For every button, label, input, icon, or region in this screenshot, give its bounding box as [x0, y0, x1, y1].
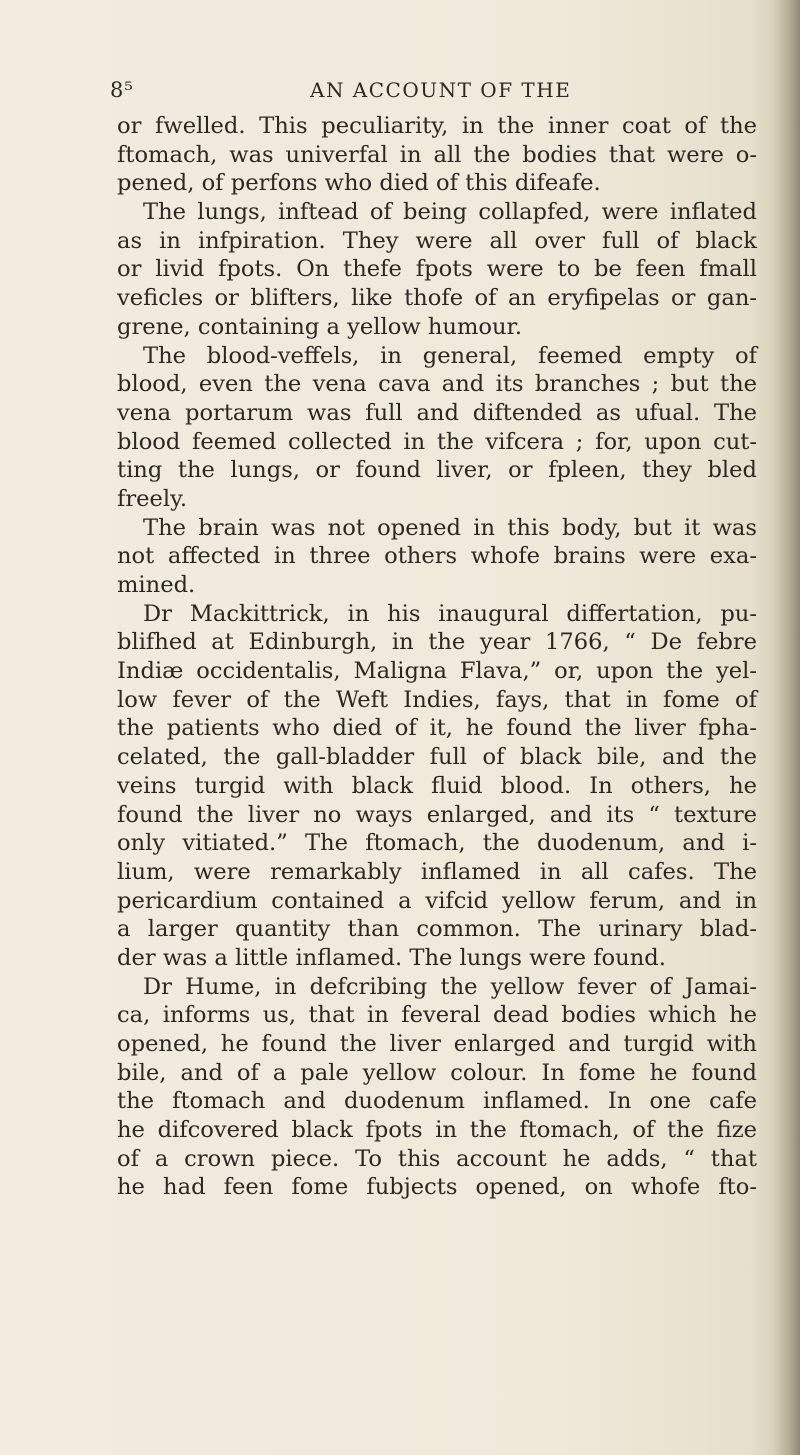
body-text: [117, 112, 757, 1202]
text-line: The blood-veffels, in general, feemed empty of: [143, 342, 757, 369]
text-line: blood feemed collected in the vifcera ; for, upon cut-: [117, 428, 757, 455]
text-line: of a crown piece. To this account he adds, “ that: [117, 1145, 757, 1172]
text-line: opened, he found the liver enlarged and turgid with: [117, 1031, 757, 1057]
text-line: the ftomach and duodenum inflamed. In one cafe: [117, 1088, 757, 1115]
text-line: The brain was not opened in this body, but it was: [143, 514, 757, 541]
text-line: pericardium contained a vifcid yellow ferum, and in: [117, 887, 757, 914]
text-line: as in infpiration. They were all over full of black: [117, 227, 757, 254]
text-line: only vitiated.” The ftomach, the duodenum, and i-: [117, 830, 757, 857]
text-line: blood, even the vena cava and its branches ; but the: [117, 371, 757, 398]
page-number: 8⁵: [110, 78, 134, 102]
text-line: freely.: [117, 485, 188, 512]
text-line: found the liver no ways enlarged, and its “ texture: [117, 801, 757, 828]
text-line: or livid fpots. On thefe fpots were to be feen fmall: [117, 256, 757, 283]
text-line: he difcovered black fpots in the ftomach, of the fize: [117, 1117, 757, 1144]
text-line: ca, informs us, that in feveral dead bodies which he: [117, 1002, 757, 1029]
running-head: [110, 78, 750, 108]
text-line: veins turgid with black fluid blood. In others, he: [117, 772, 757, 799]
text-line: or fwelled. This peculiarity, in the inner coat of the: [117, 113, 757, 139]
text-line: Dr Mackittrick, in his inaugural differtation, pu-: [143, 600, 757, 627]
text-line: The lungs, inftead of being collapfed, were inflated: [143, 199, 757, 226]
text-line: blifhed at Edinburgh, in the year 1766, “ De febre: [117, 629, 757, 656]
text-line: pened, of perfons who died of this difeafe.: [117, 170, 601, 197]
text-line: not affected in three others whofe brains were exa-: [117, 543, 757, 570]
text-line: the patients who died of it, he found the liver fpha-: [117, 715, 757, 742]
text-line: ting the lungs, or found liver, or fpleen, they bled: [117, 457, 757, 484]
text-line: Dr Hume, in defcribing the yellow fever of Jamai-: [143, 973, 757, 1000]
text-line: Indiæ occidentalis, Maligna Flava,” or, upon the yel-: [117, 658, 757, 685]
text-line: a larger quantity than common. The urinary blad-: [117, 916, 757, 943]
text-line: low fever of the Weft Indies, fays, that in fome of: [117, 686, 757, 713]
text-line: vena portarum was full and diftended as ufual. The: [117, 399, 757, 426]
text-line: der was a little inflamed. The lungs were found.: [117, 944, 666, 971]
page-edge-shadow: [774, 0, 800, 1455]
text-line: veficles or blifters, like thofe of an eryfipelas or gan-: [117, 285, 757, 312]
text-line: he had feen fome fubjects opened, on whofe fto-: [117, 1174, 757, 1201]
text-line: ftomach, was univerfal in all the bodies that were o-: [117, 141, 757, 168]
text-line: lium, were remarkably inflamed in all cafes. The: [117, 858, 757, 885]
text-line: celated, the gall-bladder full of black bile, and the: [117, 744, 757, 771]
text-line: mined.: [117, 572, 196, 598]
running-head-title: AN ACCOUNT OF THE: [310, 78, 572, 102]
text-line: bile, and of a pale yellow colour. In fome he found: [117, 1059, 757, 1086]
text-line: grene, containing a yellow humour.: [117, 313, 523, 340]
